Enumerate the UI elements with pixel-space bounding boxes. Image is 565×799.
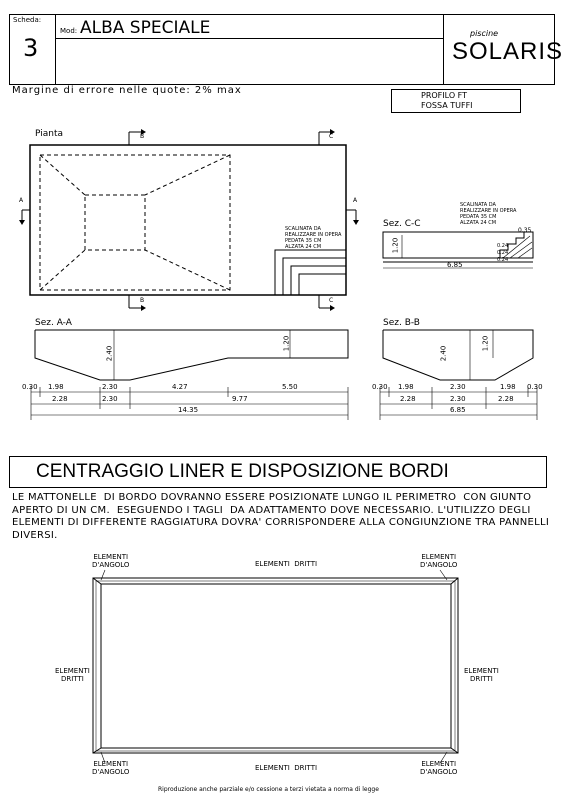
marker-b-top: B [140,133,145,140]
plan-floor-dashed [85,195,145,250]
mod-label: Mod: [60,27,78,35]
section-b-dim-r1-0: 0.30 [372,383,388,391]
section-b-dim-r2-0: 2.28 [400,395,416,403]
profile-line1: PROFILO FT [421,91,467,100]
marker-c-top: C [329,133,334,140]
section-b-dim-r1-4: 0.30 [527,383,543,391]
scheda-label: Scheda: [13,16,42,24]
section-a-dim-r2-0: 2.28 [52,395,68,403]
section-a-dim-r1-4: 5.50 [282,383,298,391]
section-a-drawing [35,330,348,380]
side-label-right: ELEMENTI DRITTI [464,667,499,683]
section-b-total: 6.85 [450,406,466,414]
plan-inner-dashed [40,155,230,290]
section-b-depth-deep: 2.40 [439,345,448,362]
tolerance-note: Margine di errore nelle quote: 2% max [12,85,242,96]
section-c-dim-3: 0.24 [497,250,509,256]
model-name: ALBA SPECIALE [80,18,211,38]
plan-outline [30,145,346,295]
straight-label-top: ELEMENTI DRITTI [255,560,318,568]
section-a-depth-deep: 2.40 [105,345,114,362]
section-a-dim-r1-3: 4.27 [172,383,188,391]
plan-stairs [275,250,346,295]
section-b-drawing [383,330,533,380]
corner-label-bottom-right: ELEMENTI D'ANGOLO [420,760,458,776]
profile-line2: FOSSA TUFFI [421,101,473,110]
marker-a-right: A [353,197,358,204]
section-c-title: Sez. C-C [383,219,421,229]
section-b-dim-r1-3: 1.98 [500,383,516,391]
section-b-dimensions [380,387,537,420]
section-b-dim-r2-1: 2.30 [450,395,466,403]
section-b-dim-r1-2: 2.30 [450,383,466,391]
brand-small: piscine [470,29,499,38]
corner-label-top-left: ELEMENTI D'ANGOLO [92,553,130,569]
section-b-title: Sez. B-B [383,318,420,328]
scheda-number: 3 [23,34,39,62]
section-a-dim-r1-0: 0.30 [22,383,38,391]
brand-logo: SOLARIS [452,38,564,65]
section-a-dimensions [31,387,348,420]
liner-scheme [93,570,458,763]
liner-paragraph: LE MATTONELLE DI BORDO DOVRANNO ESSERE POSIZIONATE LUNGO IL PERIMETRO CON GIUNTO APERTO DI UN CM. ESEGUENDO I TAGLI DA ADATTAMENTO DOVE NECESSARIO. L'UTILIZZO DEGLI ELEMENTI DI DIFFERENTE RAGGIATURA DOVRA' CORRISPONDERE ALLA CONGIUNZIONE TRA PANNELLI DIVERSI. [12,492,550,541]
section-a-depth-shallow: 1.20 [282,335,291,352]
section-b-dim-r2-2: 2.28 [498,395,514,403]
marker-b-bottom: B [140,297,145,304]
liner-heading: CENTRAGGIO LINER E DISPOSIZIONE BORDI [36,461,449,482]
plan-stair-note: SCALINATA DA REALIZZARE IN OPERA PEDATA 35 CM ALZATA 24 CM [285,226,342,250]
straight-label-bottom: ELEMENTI DRITTI [255,764,318,772]
section-b-dim-r1-1: 1.98 [398,383,414,391]
corner-label-top-right: ELEMENTI D'ANGOLO [420,553,458,569]
section-a-title: Sez. A-A [35,318,72,328]
section-c-dim-4: 0.24 [497,257,509,263]
section-a-total: 14.35 [178,406,199,414]
section-c-note: SCALINATA DA REALIZZARE IN OPERA PEDATA 35 CM ALZATA 24 CM [460,202,517,226]
side-label-left: ELEMENTI DRITTI [55,667,90,683]
section-a-dim-r2-2: 9.77 [232,395,248,403]
footer-note: Riproduzione anche parziale e/o cessione a terzi vietata a norma di legge [158,786,379,793]
section-a-dim-r1-2: 2.30 [102,383,118,391]
marker-a-left: A [19,197,24,204]
section-c-depth: 1.20 [391,237,400,254]
section-b-depth-shallow: 1.20 [481,335,490,352]
section-c-dim-1: 0.35 [518,227,532,234]
section-c-length: 6.85 [447,261,463,269]
section-a-dim-r2-1: 2.30 [102,395,118,403]
section-c-dim-2: 0.24 [497,243,509,249]
plan-title: Pianta [35,129,63,139]
corner-label-bottom-left: ELEMENTI D'ANGOLO [92,760,130,776]
marker-c-bottom: C [329,297,334,304]
section-a-dim-r1-1: 1.98 [48,383,64,391]
